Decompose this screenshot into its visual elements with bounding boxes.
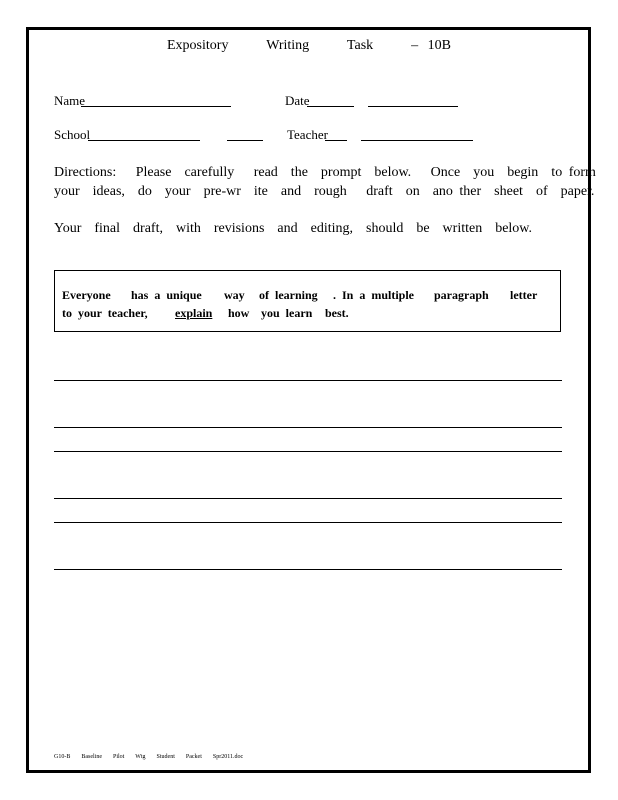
prompt-word: how — [228, 306, 250, 320]
writing-line[interactable] — [54, 427, 562, 428]
teacher-field-extra[interactable] — [361, 126, 473, 141]
school-field-extra[interactable] — [227, 126, 263, 141]
teacher-field[interactable] — [325, 126, 347, 141]
school-label: School — [54, 127, 91, 142]
footer-text: G10-B Baseline Pilot Wtg Student Packet Spr2011.doc — [54, 754, 244, 760]
prompt-word: way — [224, 288, 245, 302]
date-field[interactable] — [307, 92, 354, 107]
writing-line[interactable] — [54, 498, 562, 499]
prompt-word: has a unique — [131, 288, 202, 302]
prompt-word: to your teacher, — [62, 306, 148, 320]
prompt-box — [54, 270, 561, 332]
writing-line[interactable] — [54, 522, 562, 523]
name-label: Name — [54, 93, 86, 108]
directions-line-1: Directions: Please carefully read the prompt below. Once you begin to form — [54, 165, 596, 180]
writing-line[interactable] — [54, 451, 562, 452]
school-field[interactable] — [88, 126, 200, 141]
prompt-keyword-explain: explain — [175, 306, 213, 320]
prompt-word: of learning — [259, 288, 318, 302]
prompt-word: best. — [325, 306, 349, 320]
prompt-word: letter — [510, 288, 538, 302]
date-label: Date — [285, 93, 310, 108]
prompt-word: Everyone — [62, 288, 111, 302]
prompt-word: . In a multiple — [333, 288, 415, 302]
date-field-extra[interactable] — [368, 92, 458, 107]
prompt-word: paragraph — [434, 288, 489, 302]
teacher-label: Teacher — [287, 127, 328, 142]
prompt-word: you learn — [261, 306, 313, 320]
page-title: Expository Writing Task – 10B — [167, 38, 451, 53]
writing-line[interactable] — [54, 380, 562, 381]
directions-line-2: your ideas, do your pre-wr ite and rough draft on ano ther sheet of paper. — [54, 184, 595, 199]
name-field[interactable] — [81, 92, 231, 107]
directions-line-3: Your final draft, with revisions and editing, should be written below. — [54, 221, 533, 236]
writing-line[interactable] — [54, 569, 562, 570]
